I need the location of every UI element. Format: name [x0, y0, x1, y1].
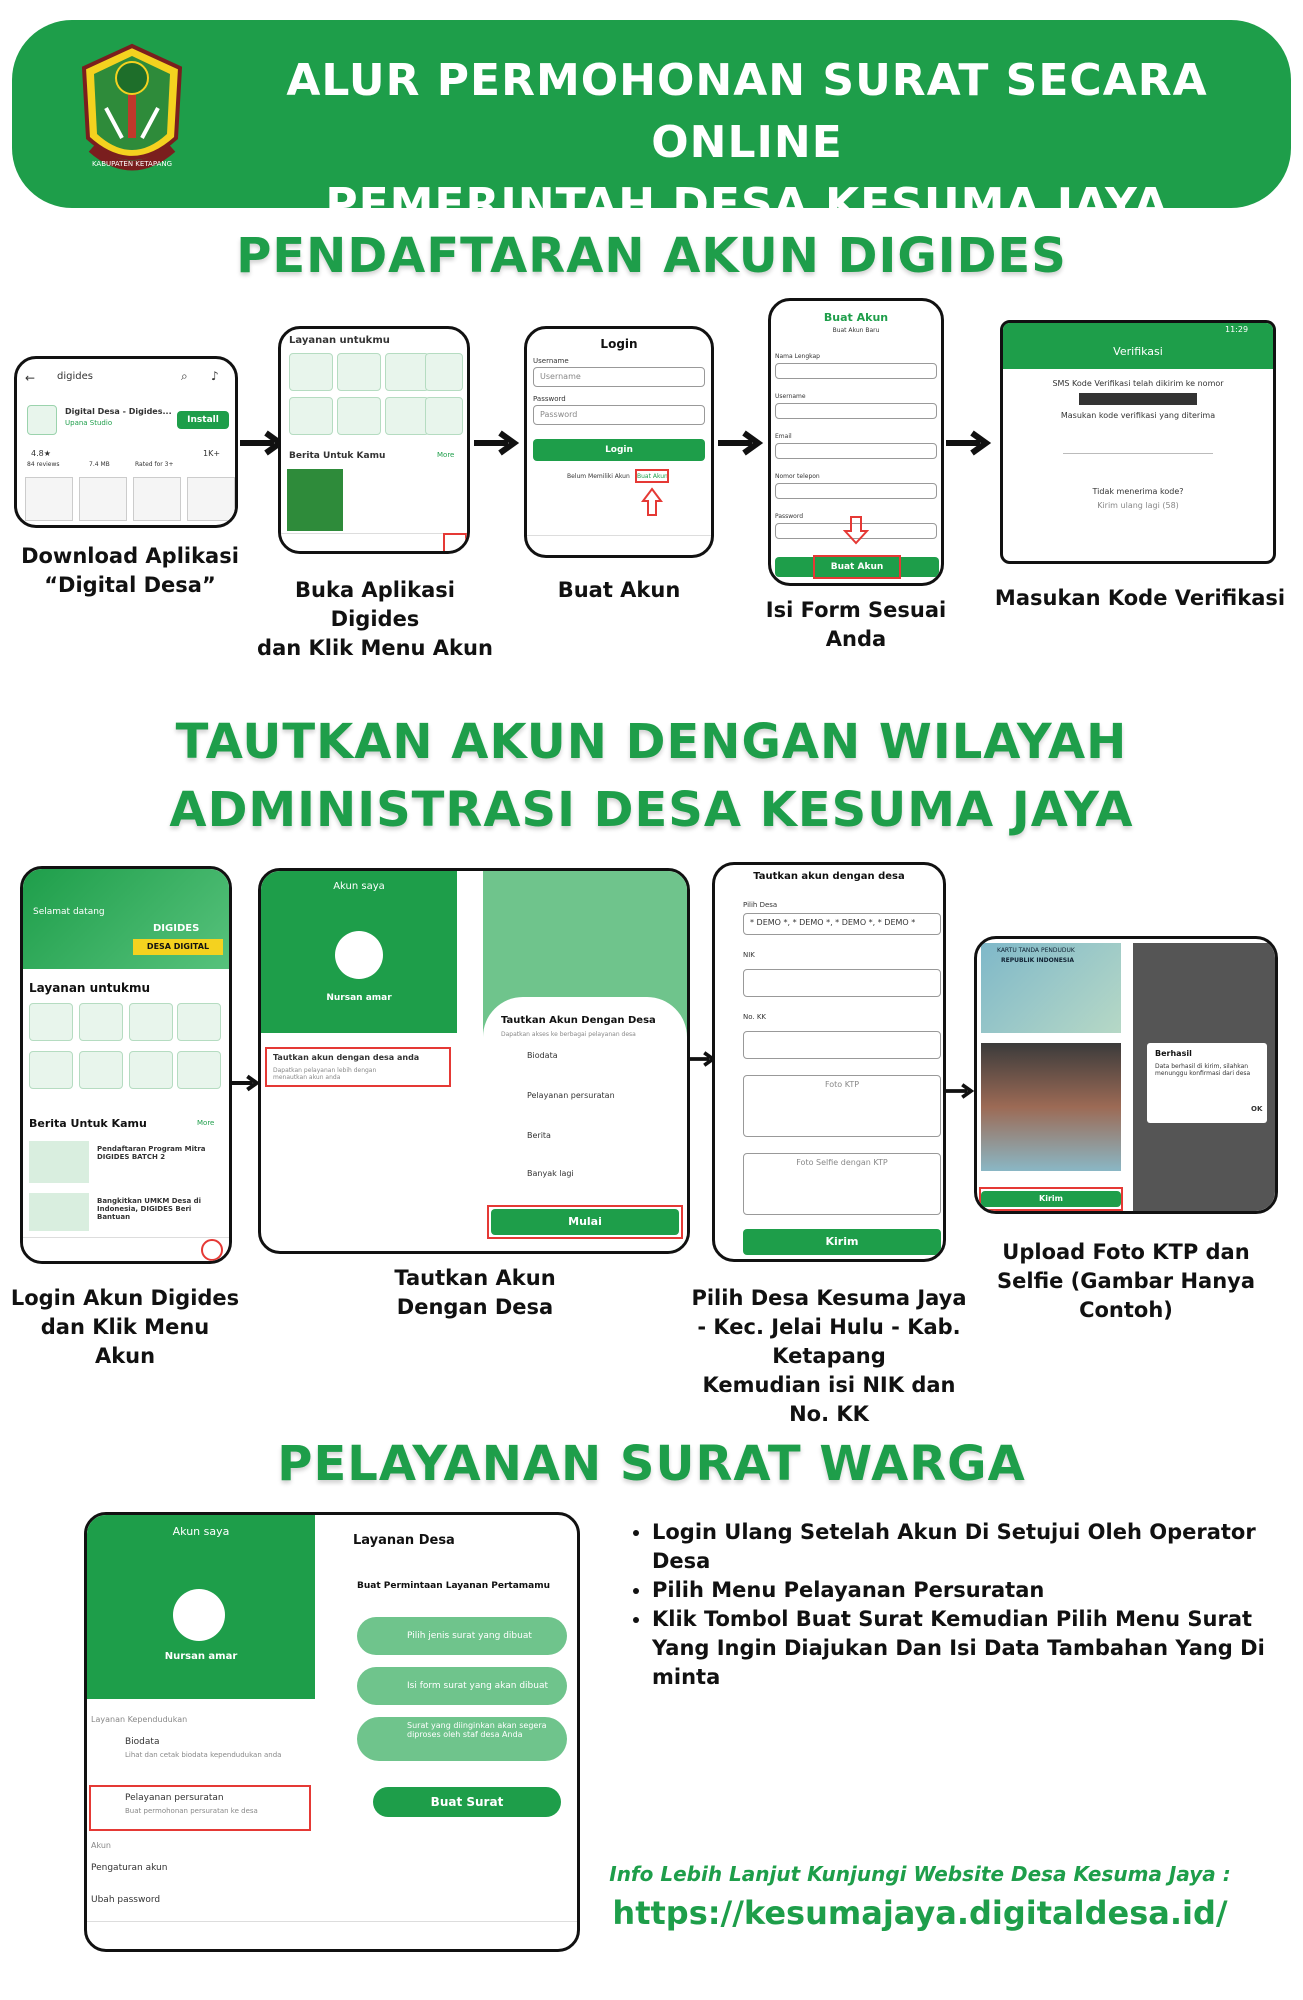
app-rating: 4.8★ [31, 449, 51, 458]
arrow-right-icon [474, 428, 522, 458]
section-kependudukan: Layanan Kependudukan [91, 1715, 188, 1724]
header-banner [12, 20, 1291, 230]
user-name: Nursan amar [326, 993, 392, 1003]
login-title: Login [600, 337, 638, 351]
username-input[interactable] [775, 403, 937, 419]
caption-line: Kemudian isi NIK dan [702, 1373, 956, 1397]
caption-line: Tautkan Akun [394, 1266, 556, 1290]
penting-icon[interactable] [177, 1003, 221, 1041]
search-text: digides [57, 371, 93, 382]
caption-line: Anda [825, 627, 887, 651]
surat-desc: Buat permohonan persuratan ke desa [125, 1807, 258, 1815]
info-text: Info Lebih Lanjut Kunjungi Website Desa Kesuma Jaya : [609, 1862, 1231, 1886]
app-size: 7.4 MB [89, 461, 110, 468]
screenshot-tautkan-form [712, 862, 946, 1262]
link-desc: Dapatkan pelayanan lebih dengan menautkan akun anda [273, 1067, 377, 1081]
app-reviews: 84 reviews [27, 461, 60, 468]
kemiskinan-icon[interactable] [385, 353, 429, 391]
username-input[interactable]: Username [533, 367, 705, 387]
phone-input[interactable] [775, 483, 937, 499]
pengguna-icon[interactable] [289, 397, 333, 435]
biodata-item[interactable]: Biodata [125, 1737, 160, 1747]
arrow-down-icon [843, 515, 869, 545]
news-thumb [287, 469, 343, 531]
avatar [335, 931, 383, 979]
akun-title: Akun saya [172, 1525, 230, 1538]
preview-1 [25, 477, 73, 521]
caption-line: Selfie (Gambar Hanya [997, 1269, 1255, 1293]
no-photo-label: NO PHOTO [184, 1627, 218, 1634]
ktp-title: KARTU TANDA PENDUDUK [997, 947, 1075, 954]
verifikasi-msg2: Masukan kode verifikasi yang diterima [1060, 411, 1216, 420]
caption-step1 [14, 542, 246, 600]
caption-line: Buka Aplikasi Digides [295, 578, 455, 631]
screenshot-login [524, 326, 714, 558]
surat-item: Pelayanan persuratan [125, 1793, 224, 1803]
layanan-step-2-text: Isi form surat yang akan dibuat [407, 1681, 548, 1691]
panel-item-surat: Pelayanan persuratan [527, 1091, 615, 1100]
kirim-button[interactable]: Kirim [981, 1191, 1121, 1207]
layanan-title: Layanan untukmu [289, 335, 390, 346]
caption-step6 [10, 1284, 240, 1371]
layanan-step-1-text: Pilih jenis surat yang dibuat [407, 1631, 532, 1641]
app-downloads: 1K+ [203, 449, 221, 458]
section-title-pelayanan: PELAYANAN SURAT WARGA [277, 1436, 1026, 1492]
phone-redacted [1079, 393, 1197, 405]
ktp-subtitle: REPUBLIK INDONESIA [1001, 957, 1075, 964]
section-line: TAUTKAN AKUN DENGAN WILAYAH [175, 714, 1128, 770]
more-link[interactable]: More [437, 451, 455, 459]
cek-dpt-icon[interactable] [337, 397, 381, 435]
bottom-nav [281, 533, 470, 554]
panel-item-berita: Berita [527, 1131, 551, 1140]
welcome-text: Selamat datang [33, 907, 105, 917]
screenshot-digides-welcome [20, 866, 232, 1264]
preview-3 [133, 477, 181, 521]
resend-question: Tidak menerima kode? [1092, 487, 1184, 496]
pengguna-icon[interactable] [29, 1051, 73, 1089]
caption-step8 [690, 1284, 968, 1429]
caption-line: Login Akun Digides [10, 1286, 240, 1310]
biodata-desc: Lihat dan cetak biodata kependudukan anda [125, 1751, 282, 1759]
cek-bansos-icon[interactable] [385, 397, 429, 435]
bottom-nav [87, 1921, 577, 1949]
screenshot-layanan-desa [84, 1512, 580, 1952]
field-label: Password [775, 513, 804, 520]
caption-step5: Masukan Kode Verifikasi [994, 586, 1286, 610]
pengaturan-akun-item[interactable]: Pengaturan akun [91, 1863, 168, 1873]
pilih-desa-label: Pilih Desa [743, 901, 778, 909]
code-input[interactable] [1063, 453, 1213, 454]
panel-subtitle: Dapatkan akses ke berbagai pelayanan desa [501, 1031, 636, 1038]
instruction-item: • Login Ulang Setelah Akun Di Setujui Oleh Operator Desa [652, 1518, 1268, 1576]
profil-icon[interactable] [289, 353, 333, 391]
page-title [212, 50, 1282, 236]
buat-surat-button[interactable]: Buat Surat [373, 1787, 561, 1817]
pilih-desa-select[interactable]: * DEMO *, * DEMO *, * DEMO *, * DEMO * [743, 913, 941, 935]
verifikasi-msg1: SMS Kode Verifikasi telah dikirim ke nomor [1052, 379, 1224, 388]
username-label: Username [533, 357, 569, 365]
kirim-button[interactable]: Kirim [743, 1229, 941, 1255]
bottom-nav [527, 535, 714, 558]
caption-line: Isi Form Sesuai [765, 598, 947, 622]
section-line: ADMINISTRASI DESA KESUMA JAYA [169, 782, 1134, 838]
brand-sub: DESA DIGITAL [133, 939, 223, 955]
kk-label: No. KK [743, 1013, 767, 1021]
nik-label: NIK [743, 951, 755, 959]
preview-2 [79, 477, 127, 521]
kabupaten-ketapang-logo-icon [72, 38, 192, 188]
caption-line: dan Klik Menu Akun [40, 1315, 210, 1368]
highlight-akun-menu[interactable] [443, 533, 467, 553]
title-line-2: PEMERINTAH DESA KESUMA JAYA [325, 179, 1169, 230]
arrow-right-icon [946, 428, 994, 458]
penting-icon[interactable] [425, 353, 463, 391]
buat-akun-subtitle: Buat Akun Baru [832, 327, 880, 334]
news-title: Berita Untuk Kamu [29, 1117, 147, 1130]
password-label: Password [533, 395, 566, 403]
news-thumb-1 [29, 1141, 89, 1183]
login-button[interactable]: Login [533, 439, 705, 461]
caption-line: Dengan Desa [396, 1295, 554, 1319]
ok-button[interactable]: OK [1251, 1105, 1263, 1113]
kk-input[interactable] [743, 1031, 941, 1059]
highlight-mulai [487, 1205, 683, 1239]
register-text: Belum Memiliki Akun [567, 473, 630, 480]
caption-line: Pilih Desa Kesuma Jaya [691, 1286, 967, 1310]
field-label: Nama Lengkap [775, 353, 820, 360]
password-input[interactable]: Password [533, 405, 705, 425]
caption-line: Download Aplikasi [21, 544, 239, 568]
layanan-icon[interactable] [337, 353, 381, 391]
layanan-desa-title: Layanan Desa [353, 1533, 455, 1548]
caption-step4 [740, 596, 972, 654]
field-label: Email [775, 433, 792, 440]
panel-item-lainnya: Banyak lagi [527, 1169, 574, 1178]
highlight-akun-menu[interactable] [201, 1239, 223, 1261]
cek-bansos-icon[interactable] [129, 1051, 173, 1089]
caption-line: Ketapang [772, 1344, 886, 1368]
user-name: Nursan amar [164, 1651, 238, 1662]
caption-line: dan Klik Menu Akun [257, 636, 493, 660]
highlight-kirim [979, 1187, 1123, 1211]
highlight-buat-akun-button [813, 555, 901, 579]
link-title: Tautkan akun dengan desa anda [273, 1053, 420, 1062]
instruction-list [628, 1518, 1268, 1692]
akun-title: Akun saya [333, 881, 385, 892]
cek-bantuan-icon[interactable] [177, 1051, 221, 1089]
search-icon: ⌕ [181, 369, 188, 383]
field-label: Nomor telepon [775, 473, 820, 480]
caption-step2 [250, 576, 500, 663]
install-button[interactable]: Install [177, 411, 229, 429]
caption-line: No. KK [789, 1402, 869, 1426]
kemiskinan-icon[interactable] [129, 1003, 173, 1041]
email-input[interactable] [775, 443, 937, 459]
foto-ktp-upload[interactable] [743, 1075, 941, 1137]
more-link[interactable]: More [197, 1119, 215, 1127]
highlight-buat-akun [635, 469, 669, 483]
layanan-title: Layanan untukmu [29, 981, 151, 995]
cek-bantuan-icon[interactable] [425, 397, 463, 435]
panel-title: Tautkan Akun Dengan Desa [501, 1015, 656, 1026]
foto-selfie-upload[interactable] [743, 1153, 941, 1215]
success-title: Berhasil [1155, 1049, 1192, 1058]
instruction-item: • Pilih Menu Pelayanan Persuratan [652, 1576, 1268, 1605]
form-title: Tautkan akun dengan desa [753, 871, 905, 882]
website-link[interactable]: https://kesumajaya.digitaldesa.id/ [612, 1894, 1228, 1932]
caption-step9 [980, 1238, 1272, 1325]
arrow-right-icon [946, 1076, 976, 1106]
ubah-password-item[interactable]: Ubah password [91, 1895, 161, 1905]
cek-dpt-icon[interactable] [79, 1051, 123, 1089]
mic-icon: ♪ [211, 369, 219, 383]
news-thumb-2 [29, 1193, 89, 1231]
app-name: Digital Desa - Digides... [65, 407, 172, 416]
screenshot-upload-ktp [974, 936, 1278, 1214]
foto-ktp-label: Foto KTP [824, 1080, 860, 1089]
preview-4 [187, 477, 235, 521]
nik-input[interactable] [743, 969, 941, 997]
layanan-step-3-text: Surat yang diinginkan akan segera diproses oleh staf desa Anda [407, 1721, 547, 1739]
logo-text: KABUPATEN KETAPANG [91, 160, 173, 168]
arrow-right-icon [718, 428, 766, 458]
app-icon [27, 405, 57, 435]
section-title-pendaftaran: PENDAFTARAN AKUN DIGIDES [236, 228, 1067, 284]
resend-link[interactable]: Kirim ulang lagi (58) [1097, 501, 1179, 510]
layanan-icon[interactable] [79, 1003, 123, 1041]
section-title-tautkan [0, 708, 1303, 844]
news-item-2[interactable]: Bangkitkan UMKM Desa di Indonesia, DIGIDES Beri Bantuan [97, 1197, 202, 1221]
nama-input[interactable] [775, 363, 937, 379]
caption-step7 [360, 1264, 590, 1322]
caption-line: - Kec. Jelai Hulu - Kab. [697, 1315, 961, 1339]
app-developer: Upana Studio [65, 419, 113, 427]
mulai-button[interactable]: Mulai [491, 1209, 679, 1235]
title-line-1: ALUR PERMOHONAN SURAT SECARA ONLINE [286, 55, 1208, 168]
panel-item-biodata: Biodata [527, 1051, 558, 1060]
success-message: Data berhasil di kirim, silahkan menunggu konfirmasi dari desa [1155, 1063, 1251, 1077]
caption-line: Upload Foto KTP dan [1002, 1240, 1250, 1264]
caption-step3: Buat Akun [557, 578, 681, 602]
caption-line: Contoh) [1079, 1298, 1173, 1322]
screenshot-buat-akun [768, 298, 944, 586]
foto-selfie-label: Foto Selfie dengan KTP [796, 1158, 888, 1167]
permintaan-title: Buat Permintaan Layanan Pertamamu [357, 1581, 551, 1591]
brand-name: DIGIDES [153, 923, 200, 934]
app-rated: Rated for 3+ [135, 461, 174, 468]
back-icon: ← [25, 371, 36, 385]
news-item-1[interactable]: Pendaftaran Program Mitra DIGIDES BATCH 2 [97, 1145, 206, 1161]
screenshot-verifikasi [1000, 320, 1276, 564]
instruction-item: • Klik Tombol Buat Surat Kemudian Pilih Menu Surat Yang Ingin Diajukan Dan Isi Data Tambahan Yang Di minta [652, 1605, 1268, 1692]
status-time: 11:29 [1225, 325, 1249, 334]
bottom-nav [23, 1237, 229, 1261]
caption-line: “Digital Desa” [44, 573, 216, 597]
screenshot-akun-saya [258, 868, 690, 1254]
screenshot-play-store [14, 356, 238, 528]
selfie-image [981, 1043, 1121, 1171]
screenshot-digides-home [278, 326, 470, 554]
buat-akun-title: Buat Akun [823, 311, 889, 324]
buat-akun-button[interactable]: Buat Akun [775, 557, 939, 577]
section-akun: Akun [91, 1841, 111, 1850]
news-title: Berita Untuk Kamu [289, 451, 386, 461]
profil-icon[interactable] [29, 1003, 73, 1041]
verifikasi-title: Verifikasi [1113, 345, 1163, 358]
arrow-up-icon [641, 487, 663, 517]
register-link[interactable]: Buat Akun [637, 473, 668, 480]
field-label: Username [775, 393, 806, 400]
